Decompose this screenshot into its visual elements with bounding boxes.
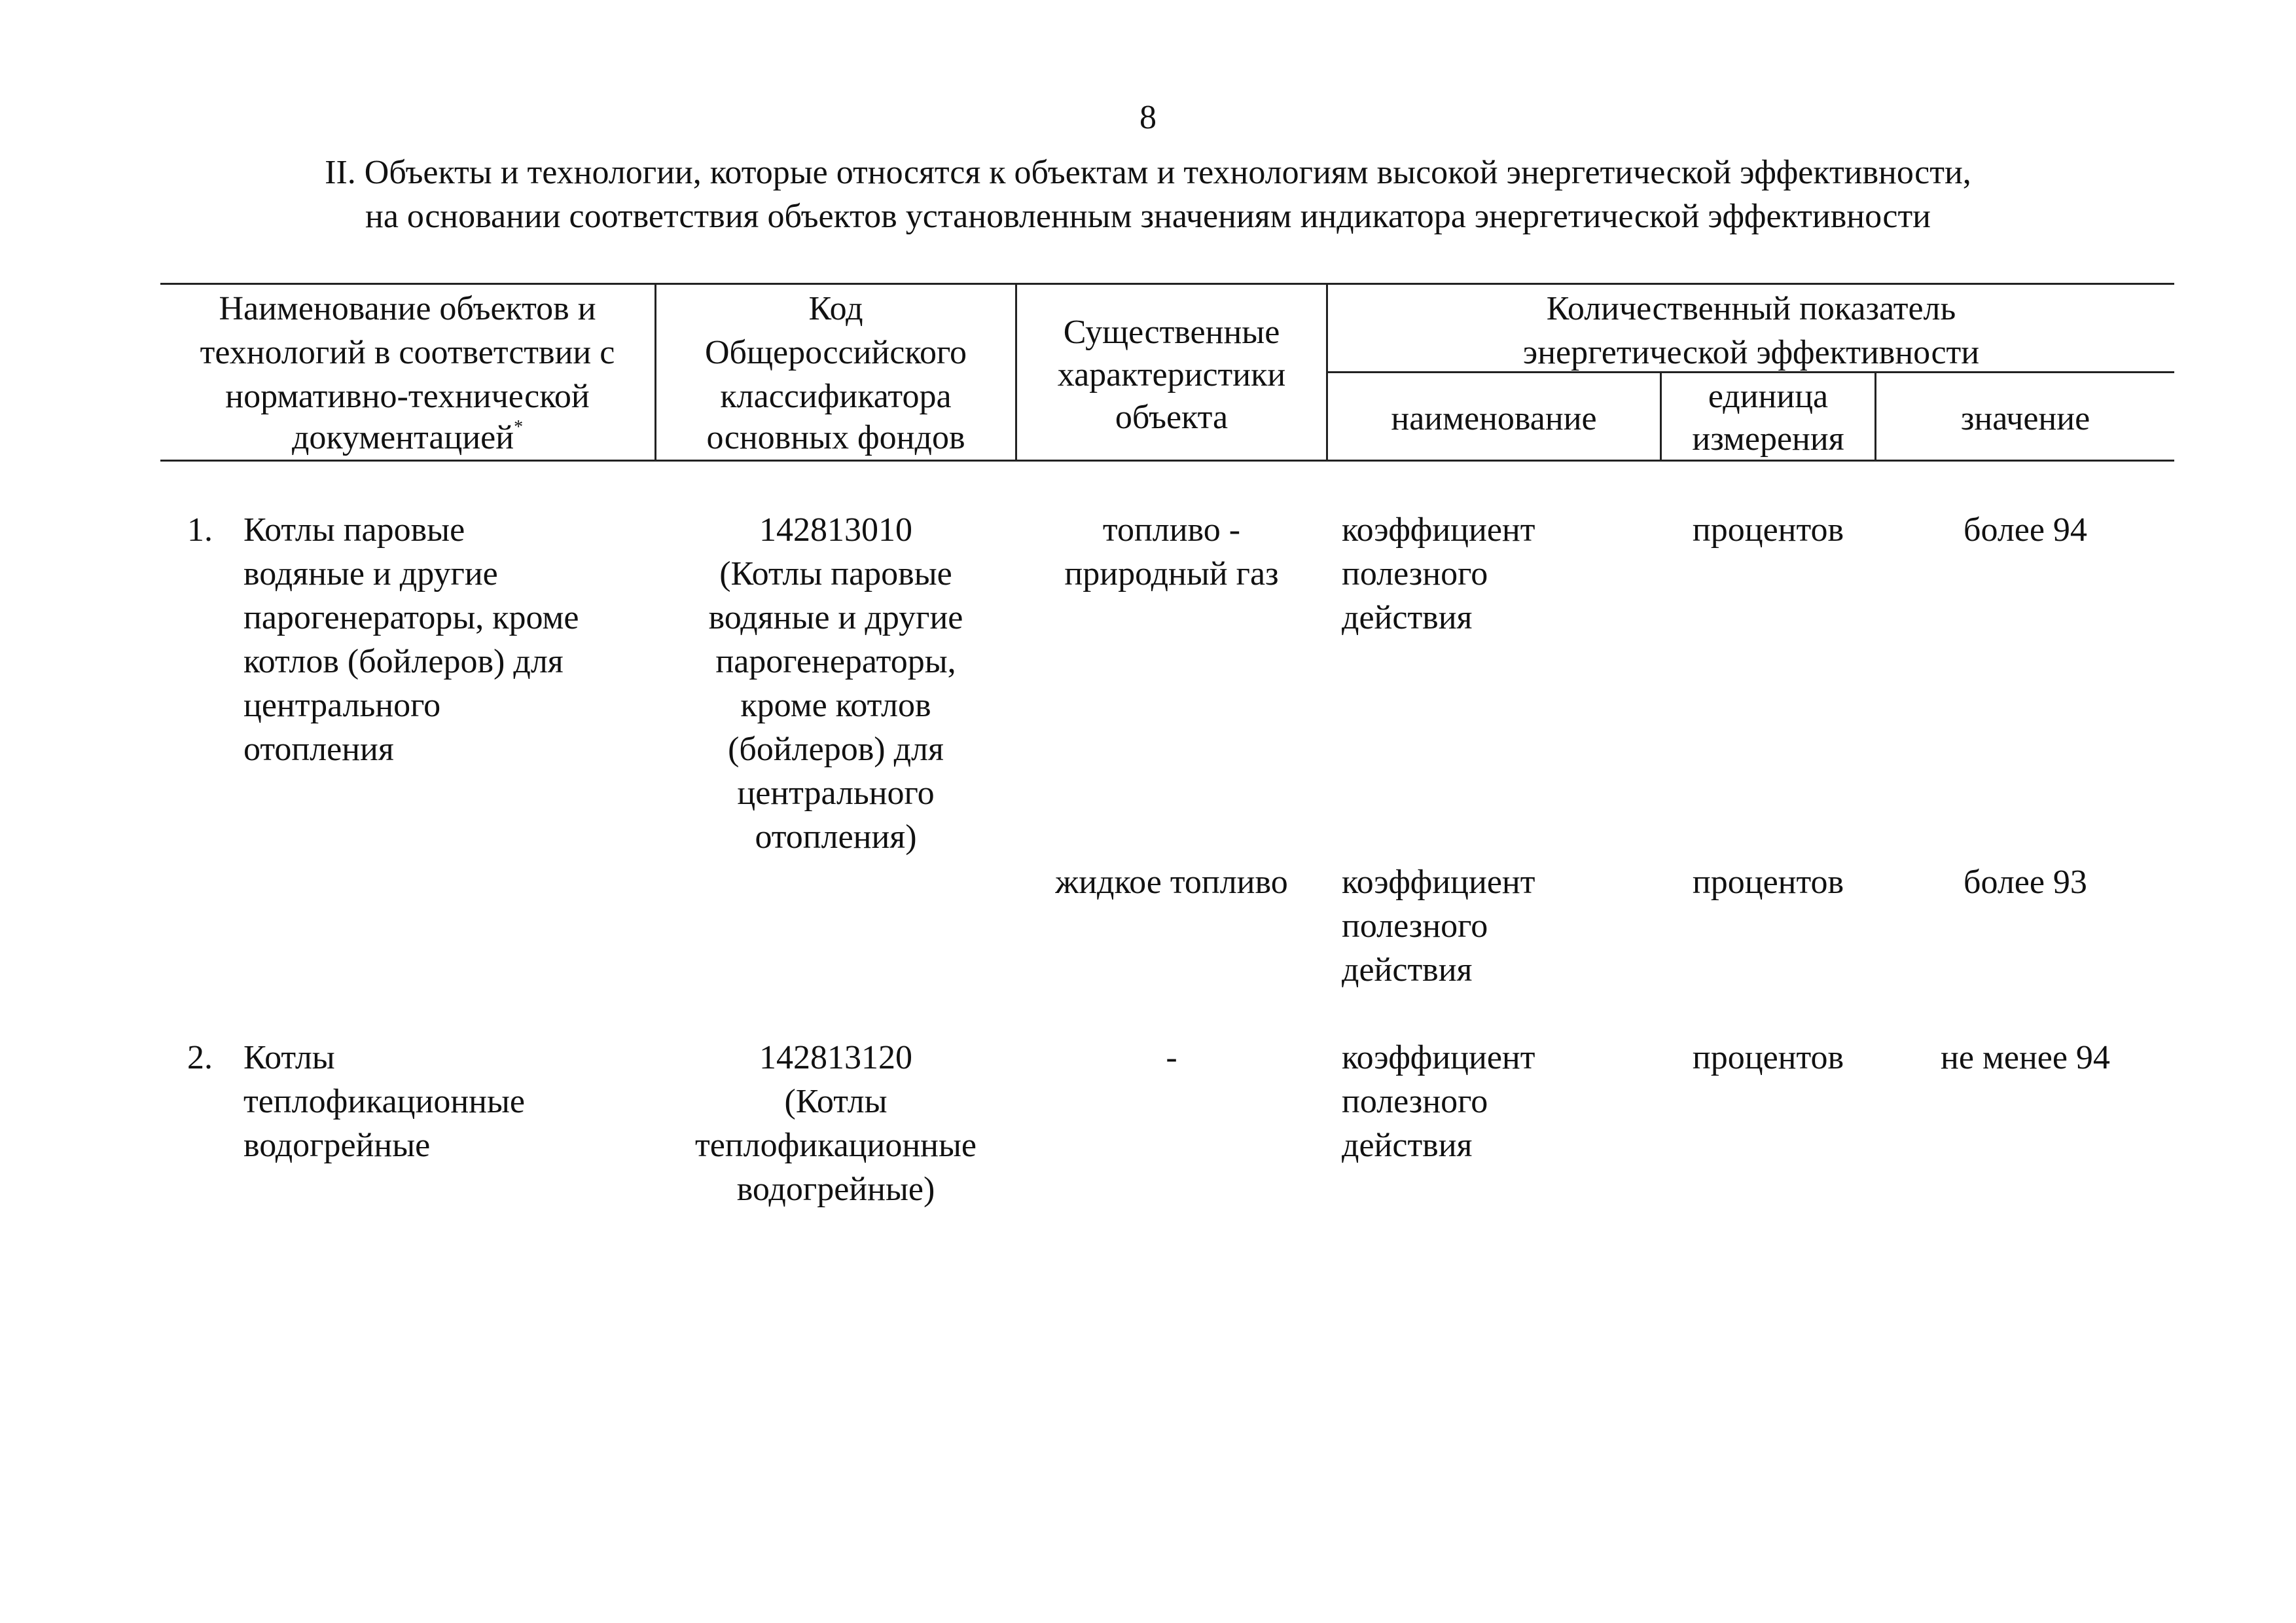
row-code-line: парогенераторы, [715, 643, 956, 680]
page-number: 8 [1139, 99, 1157, 136]
header-name-line: нормативно-технической [225, 378, 590, 415]
row-indicator-name-line: коэффициент [1342, 1039, 1535, 1076]
row-code-line: водогрейные) [736, 1171, 935, 1208]
row-indicator-name-line: полезного [1342, 907, 1488, 945]
header-unit-line: единица [1708, 378, 1829, 415]
header-characteristics-line: характеристики [1057, 356, 1286, 393]
header-name-line: технологий в соответствии с [200, 334, 615, 371]
row-name-line: теплофикационные [243, 1083, 525, 1120]
row-code-line: теплофикационные [695, 1127, 977, 1164]
header-characteristics-line: Существенные [1063, 314, 1280, 351]
row-indicator-name-line: действия [1342, 1127, 1473, 1164]
section-heading-line-2: на основании соответствия объектов установленным значениям индикатора энергетической эффективности [365, 198, 1931, 235]
row-number: 2. [187, 1039, 213, 1076]
header-code-line: Код [808, 290, 863, 327]
footnote-marker: * [514, 416, 524, 437]
header-name-text: документацией [291, 419, 514, 456]
row-characteristic-line: природный газ [1064, 555, 1279, 593]
section-heading-line-1: II. Объекты и технологии, которые относятся к объектам и технологиям высокой энергетической эффективности, [325, 154, 1971, 191]
row-indicator-name-line: полезного [1342, 555, 1488, 593]
header-code-line: Общероссийского [705, 334, 967, 371]
row-name-line: отопления [243, 731, 394, 768]
row-code-line: (Котлы паровые [719, 555, 952, 593]
row-name-line: центрального [243, 687, 441, 724]
row-code-line: центрального [737, 775, 935, 812]
row-value: более 93 [1964, 864, 2087, 901]
header-code-line: основных фондов [706, 419, 965, 456]
header-characteristics-line: объекта [1115, 399, 1229, 436]
header-unit-line: измерения [1692, 420, 1844, 458]
row-name-line: водяные и другие [243, 555, 498, 593]
row-code-line: отопления) [755, 818, 917, 856]
row-name-line: Котлы паровые [243, 511, 465, 549]
row-code-line: (Котлы [784, 1083, 888, 1120]
row-name-line: водогрейные [243, 1127, 431, 1164]
row-characteristic-line: - [1166, 1039, 1177, 1076]
row-unit: процентов [1692, 1039, 1844, 1076]
row-indicator-name-line: полезного [1342, 1083, 1488, 1120]
header-indicator-name: наименование [1391, 400, 1597, 437]
row-code-line: кроме котлов [740, 687, 931, 724]
row-indicator-name-line: действия [1342, 599, 1473, 636]
row-number: 1. [187, 511, 213, 549]
header-indicator-line: Количественный показатель [1546, 290, 1956, 327]
row-value: более 94 [1964, 511, 2087, 549]
row-name-line: Котлы [243, 1039, 335, 1076]
header-indicator-line: энергетической эффективности [1522, 334, 1980, 371]
row-code-line: водяные и другие [708, 599, 963, 636]
row-unit: процентов [1692, 864, 1844, 901]
row-characteristic-line: топливо - [1102, 511, 1241, 549]
header-name-line: Наименование объектов и [219, 290, 596, 327]
row-code-line: 142813120 [759, 1039, 912, 1076]
row-indicator-name-line: действия [1342, 951, 1473, 989]
row-code-line: (бойлеров) для [728, 731, 944, 768]
header-name-line-last [160, 416, 655, 460]
row-value: не менее 94 [1941, 1039, 2110, 1076]
row-characteristic-line: жидкое топливо [1055, 864, 1288, 901]
row-indicator-name-line: коэффициент [1342, 864, 1535, 901]
row-indicator-name-line: коэффициент [1342, 511, 1535, 549]
header-code-line: классификатора [720, 378, 952, 415]
row-unit: процентов [1692, 511, 1844, 549]
row-code-line: 142813010 [759, 511, 912, 549]
header-indicator-value: значение [1960, 400, 2090, 437]
row-name-line: котлов (бойлеров) для [243, 643, 564, 680]
row-name-line: парогенераторы, кроме [243, 599, 579, 636]
table-top-rule [160, 283, 2174, 285]
